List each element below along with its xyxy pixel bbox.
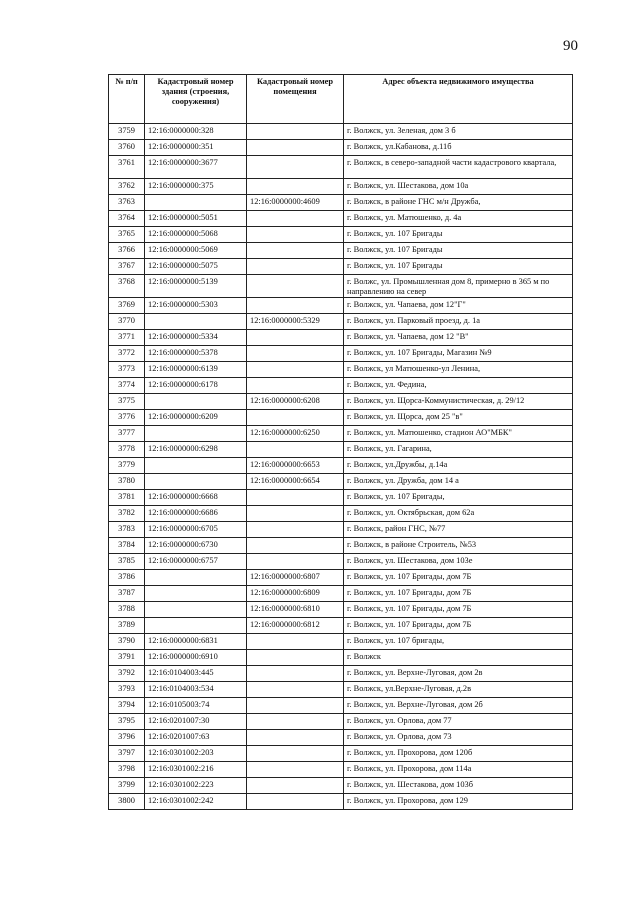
premises-cadastral-number xyxy=(247,730,344,746)
header-building-cadastral-number: Кадастровый номер здания (строения, сооружения) xyxy=(145,75,247,124)
row-index: 3776 xyxy=(109,410,145,426)
address: г. Волжск, ул. Прохорова, дом 114а xyxy=(344,762,573,778)
premises-cadastral-number xyxy=(247,778,344,794)
table-row xyxy=(109,794,573,810)
premises-cadastral-number: 12:16:0000000:6208 xyxy=(247,394,344,410)
building-cadastral-number xyxy=(145,618,247,634)
address: г. Волжск, ул. 107 бригады, xyxy=(344,634,573,650)
building-cadastral-number: 12:16:0000000:5075 xyxy=(145,259,247,275)
table-row xyxy=(109,618,573,634)
address: г. Волжск xyxy=(344,650,573,666)
table-row xyxy=(109,426,573,442)
premises-cadastral-number xyxy=(247,650,344,666)
premises-cadastral-number xyxy=(247,714,344,730)
building-cadastral-number: 12:16:0000000:6298 xyxy=(145,442,247,458)
table-row xyxy=(109,259,573,275)
building-cadastral-number: 12:16:0301002:223 xyxy=(145,778,247,794)
premises-cadastral-number xyxy=(247,634,344,650)
address: г. Волжск, ул. Прохорова, дом 120б xyxy=(344,746,573,762)
address: г. Волжск, в районе ГНС м/н Дружба, xyxy=(344,195,573,211)
row-index: 3785 xyxy=(109,554,145,570)
row-index: 3764 xyxy=(109,211,145,227)
row-index: 3773 xyxy=(109,362,145,378)
premises-cadastral-number xyxy=(247,538,344,554)
building-cadastral-number: 12:16:0000000:351 xyxy=(145,140,247,156)
row-index: 3800 xyxy=(109,794,145,810)
table-row xyxy=(109,275,573,298)
premises-cadastral-number: 12:16:0000000:6812 xyxy=(247,618,344,634)
row-index: 3777 xyxy=(109,426,145,442)
premises-cadastral-number: 12:16:0000000:5329 xyxy=(247,314,344,330)
premises-cadastral-number xyxy=(247,522,344,538)
table-body xyxy=(109,124,573,810)
building-cadastral-number: 12:16:0000000:6705 xyxy=(145,522,247,538)
address: г. Волжск, ул. Шестакова, дом 10а xyxy=(344,179,573,195)
row-index: 3786 xyxy=(109,570,145,586)
row-index: 3782 xyxy=(109,506,145,522)
address: г. Волжск, ул.Дружбы, д.14а xyxy=(344,458,573,474)
row-index: 3788 xyxy=(109,602,145,618)
row-index: 3769 xyxy=(109,298,145,314)
header-address: Адрес объекта недвижимого имущества xyxy=(344,75,573,124)
table-row xyxy=(109,298,573,314)
table-row xyxy=(109,243,573,259)
address: г. Волжск, ул Матюшенко-ул Ленина, xyxy=(344,362,573,378)
header-premises-cadastral-number: Кадастровый номер помещения xyxy=(247,75,344,124)
address: г. Волжск, ул. Орлова, дом 77 xyxy=(344,714,573,730)
table-row xyxy=(109,634,573,650)
row-index: 3780 xyxy=(109,474,145,490)
table-row xyxy=(109,140,573,156)
table-row xyxy=(109,394,573,410)
premises-cadastral-number xyxy=(247,179,344,195)
row-index: 3784 xyxy=(109,538,145,554)
table-row xyxy=(109,227,573,243)
premises-cadastral-number: 12:16:0000000:6809 xyxy=(247,586,344,602)
premises-cadastral-number xyxy=(247,378,344,394)
address: г. Волжск, ул. 107 Бригады, дом 7Б xyxy=(344,618,573,634)
building-cadastral-number: 12:16:0000000:6139 xyxy=(145,362,247,378)
premises-cadastral-number xyxy=(247,275,344,298)
building-cadastral-number: 12:16:0000000:5378 xyxy=(145,346,247,362)
table-row xyxy=(109,490,573,506)
table-row xyxy=(109,474,573,490)
building-cadastral-number: 12:16:0000000:6831 xyxy=(145,634,247,650)
table-row xyxy=(109,330,573,346)
building-cadastral-number: 12:16:0201007:63 xyxy=(145,730,247,746)
row-index: 3795 xyxy=(109,714,145,730)
premises-cadastral-number xyxy=(247,554,344,570)
table-row xyxy=(109,378,573,394)
row-index: 3797 xyxy=(109,746,145,762)
building-cadastral-number: 12:16:0301002:242 xyxy=(145,794,247,810)
table-header xyxy=(109,75,573,124)
address: г. Волжск, ул. Верхне-Луговая, дом 2в xyxy=(344,666,573,682)
row-index: 3787 xyxy=(109,586,145,602)
building-cadastral-number: 12:16:0201007:30 xyxy=(145,714,247,730)
table-row xyxy=(109,506,573,522)
building-cadastral-number: 12:16:0000000:5139 xyxy=(145,275,247,298)
building-cadastral-number xyxy=(145,195,247,211)
header-index: № п/п xyxy=(109,75,145,124)
premises-cadastral-number xyxy=(247,794,344,810)
address: г. Волжск, ул. Верхне-Луговая, дом 2б xyxy=(344,698,573,714)
address: г. Волжск, ул. 107 Бригады, Магазин №9 xyxy=(344,346,573,362)
row-index: 3766 xyxy=(109,243,145,259)
address: г. Волжск, ул. Щорса-Коммунистическая, д. 29/12 xyxy=(344,394,573,410)
table-row xyxy=(109,195,573,211)
building-cadastral-number: 12:16:0000000:3677 xyxy=(145,156,247,179)
table-row xyxy=(109,156,573,179)
row-index: 3768 xyxy=(109,275,145,298)
address: г. Волжск, ул. Шестакова, дом 103б xyxy=(344,778,573,794)
address: г. Волжск, район ГНС, №77 xyxy=(344,522,573,538)
premises-cadastral-number xyxy=(247,762,344,778)
premises-cadastral-number xyxy=(247,259,344,275)
row-index: 3762 xyxy=(109,179,145,195)
address: г. Волжск, ул. Щорса, дом 25 "в" xyxy=(344,410,573,426)
premises-cadastral-number: 12:16:0000000:6250 xyxy=(247,426,344,442)
table-row xyxy=(109,458,573,474)
building-cadastral-number: 12:16:0000000:375 xyxy=(145,179,247,195)
premises-cadastral-number xyxy=(247,124,344,140)
address: г. Волжск, ул. Зеленая, дом 3 б xyxy=(344,124,573,140)
address: г. Волжск, ул. Октябрьская, дом 62а xyxy=(344,506,573,522)
table-row xyxy=(109,570,573,586)
row-index: 3767 xyxy=(109,259,145,275)
table-row xyxy=(109,554,573,570)
address: г. Волжск, ул. 107 Бригады xyxy=(344,227,573,243)
table-row xyxy=(109,211,573,227)
premises-cadastral-number xyxy=(247,698,344,714)
address: г. Волжск, ул. 107 Бригады xyxy=(344,259,573,275)
table-row xyxy=(109,666,573,682)
address: г. Волжск, ул. 107 Бригады, xyxy=(344,490,573,506)
address: г. Волжск, в северо-западной части кадастрового квартала, xyxy=(344,156,573,179)
address: г. Волжск, ул. 107 Бригады, дом 7Б xyxy=(344,602,573,618)
building-cadastral-number: 12:16:0000000:5303 xyxy=(145,298,247,314)
table-row xyxy=(109,714,573,730)
premises-cadastral-number xyxy=(247,227,344,243)
row-index: 3794 xyxy=(109,698,145,714)
premises-cadastral-number: 12:16:0000000:6653 xyxy=(247,458,344,474)
building-cadastral-number: 12:16:0104003:534 xyxy=(145,682,247,698)
building-cadastral-number: 12:16:0000000:6730 xyxy=(145,538,247,554)
building-cadastral-number: 12:16:0104003:445 xyxy=(145,666,247,682)
premises-cadastral-number: 12:16:0000000:6810 xyxy=(247,602,344,618)
premises-cadastral-number xyxy=(247,298,344,314)
building-cadastral-number: 12:16:0105003:74 xyxy=(145,698,247,714)
building-cadastral-number xyxy=(145,314,247,330)
premises-cadastral-number xyxy=(247,211,344,227)
premises-cadastral-number xyxy=(247,682,344,698)
premises-cadastral-number xyxy=(247,506,344,522)
address: г. Волжск, ул. Парковый проезд, д. 1а xyxy=(344,314,573,330)
row-index: 3774 xyxy=(109,378,145,394)
premises-cadastral-number xyxy=(247,442,344,458)
table-row xyxy=(109,362,573,378)
row-index: 3799 xyxy=(109,778,145,794)
table-row xyxy=(109,179,573,195)
premises-cadastral-number xyxy=(247,330,344,346)
address: г. Волжс, ул. Промышленная дом 8, примерно в 365 м по направлению на север xyxy=(344,275,573,298)
building-cadastral-number xyxy=(145,458,247,474)
building-cadastral-number xyxy=(145,426,247,442)
building-cadastral-number: 12:16:0301002:216 xyxy=(145,762,247,778)
header-row xyxy=(109,75,573,124)
address: г. Волжск, ул. Дружба, дом 14 а xyxy=(344,474,573,490)
building-cadastral-number: 12:16:0000000:6668 xyxy=(145,490,247,506)
table-row xyxy=(109,682,573,698)
address: г. Волжск, ул. Чапаева, дом 12 "В" xyxy=(344,330,573,346)
premises-cadastral-number xyxy=(247,362,344,378)
table-row xyxy=(109,762,573,778)
table-row xyxy=(109,442,573,458)
row-index: 3789 xyxy=(109,618,145,634)
table-row xyxy=(109,746,573,762)
building-cadastral-number: 12:16:0000000:6686 xyxy=(145,506,247,522)
address: г. Волжск, ул.Верхне-Луговая, д.2в xyxy=(344,682,573,698)
building-cadastral-number: 12:16:0000000:5069 xyxy=(145,243,247,259)
premises-cadastral-number xyxy=(247,156,344,179)
row-index: 3761 xyxy=(109,156,145,179)
building-cadastral-number: 12:16:0000000:6910 xyxy=(145,650,247,666)
table-row xyxy=(109,346,573,362)
row-index: 3771 xyxy=(109,330,145,346)
address: г. Волжск, ул. Федина, xyxy=(344,378,573,394)
address: г. Волжск, ул. Шестакова, дом 103е xyxy=(344,554,573,570)
building-cadastral-number xyxy=(145,570,247,586)
building-cadastral-number: 12:16:0000000:5051 xyxy=(145,211,247,227)
table-row xyxy=(109,314,573,330)
building-cadastral-number: 12:16:0000000:328 xyxy=(145,124,247,140)
address: г. Волжск, ул. Чапаева, дом 12"Г" xyxy=(344,298,573,314)
row-index: 3781 xyxy=(109,490,145,506)
address: г. Волжск, ул. 107 Бригады, дом 7Б xyxy=(344,586,573,602)
table-row xyxy=(109,778,573,794)
address: г. Волжск, ул. Орлова, дом 73 xyxy=(344,730,573,746)
premises-cadastral-number: 12:16:0000000:6654 xyxy=(247,474,344,490)
table-row xyxy=(109,586,573,602)
building-cadastral-number xyxy=(145,602,247,618)
address: г. Волжск, ул. Прохорова, дом 129 xyxy=(344,794,573,810)
table-row xyxy=(109,124,573,140)
premises-cadastral-number xyxy=(247,140,344,156)
building-cadastral-number: 12:16:0301002:203 xyxy=(145,746,247,762)
building-cadastral-number xyxy=(145,394,247,410)
row-index: 3796 xyxy=(109,730,145,746)
address: г. Волжск, ул.Кабанова, д.11б xyxy=(344,140,573,156)
row-index: 3793 xyxy=(109,682,145,698)
row-index: 3775 xyxy=(109,394,145,410)
premises-cadastral-number xyxy=(247,410,344,426)
row-index: 3779 xyxy=(109,458,145,474)
building-cadastral-number: 12:16:0000000:6209 xyxy=(145,410,247,426)
building-cadastral-number xyxy=(145,586,247,602)
address: г. Волжск, ул. Гагарина, xyxy=(344,442,573,458)
row-index: 3772 xyxy=(109,346,145,362)
building-cadastral-number: 12:16:0000000:5068 xyxy=(145,227,247,243)
premises-cadastral-number xyxy=(247,666,344,682)
row-index: 3791 xyxy=(109,650,145,666)
table-row xyxy=(109,522,573,538)
premises-cadastral-number xyxy=(247,243,344,259)
premises-cadastral-number: 12:16:0000000:6807 xyxy=(247,570,344,586)
table-row xyxy=(109,410,573,426)
address: г. Волжск, ул. 107 Бригады, дом 7Б xyxy=(344,570,573,586)
premises-cadastral-number xyxy=(247,346,344,362)
row-index: 3790 xyxy=(109,634,145,650)
address: г. Волжск, ул. Матюшенко, д. 4а xyxy=(344,211,573,227)
building-cadastral-number: 12:16:0000000:6178 xyxy=(145,378,247,394)
row-index: 3778 xyxy=(109,442,145,458)
premises-cadastral-number: 12:16:0000000:4609 xyxy=(247,195,344,211)
row-index: 3763 xyxy=(109,195,145,211)
building-cadastral-number xyxy=(145,474,247,490)
table-row xyxy=(109,538,573,554)
row-index: 3759 xyxy=(109,124,145,140)
premises-cadastral-number xyxy=(247,746,344,762)
table-row xyxy=(109,730,573,746)
premises-cadastral-number xyxy=(247,490,344,506)
building-cadastral-number: 12:16:0000000:6757 xyxy=(145,554,247,570)
building-cadastral-number: 12:16:0000000:5334 xyxy=(145,330,247,346)
row-index: 3792 xyxy=(109,666,145,682)
row-index: 3770 xyxy=(109,314,145,330)
property-registry-table xyxy=(108,74,573,810)
row-index: 3765 xyxy=(109,227,145,243)
table-row xyxy=(109,602,573,618)
page-number: 90 xyxy=(563,38,578,54)
row-index: 3760 xyxy=(109,140,145,156)
row-index: 3798 xyxy=(109,762,145,778)
table-row xyxy=(109,698,573,714)
table-row xyxy=(109,650,573,666)
address: г. Волжск, ул. 107 Бригады xyxy=(344,243,573,259)
address: г. Волжск, ул. Матюшенко, стадион АО"МБК" xyxy=(344,426,573,442)
row-index: 3783 xyxy=(109,522,145,538)
address: г. Волжск, в районе Строитель, №53 xyxy=(344,538,573,554)
